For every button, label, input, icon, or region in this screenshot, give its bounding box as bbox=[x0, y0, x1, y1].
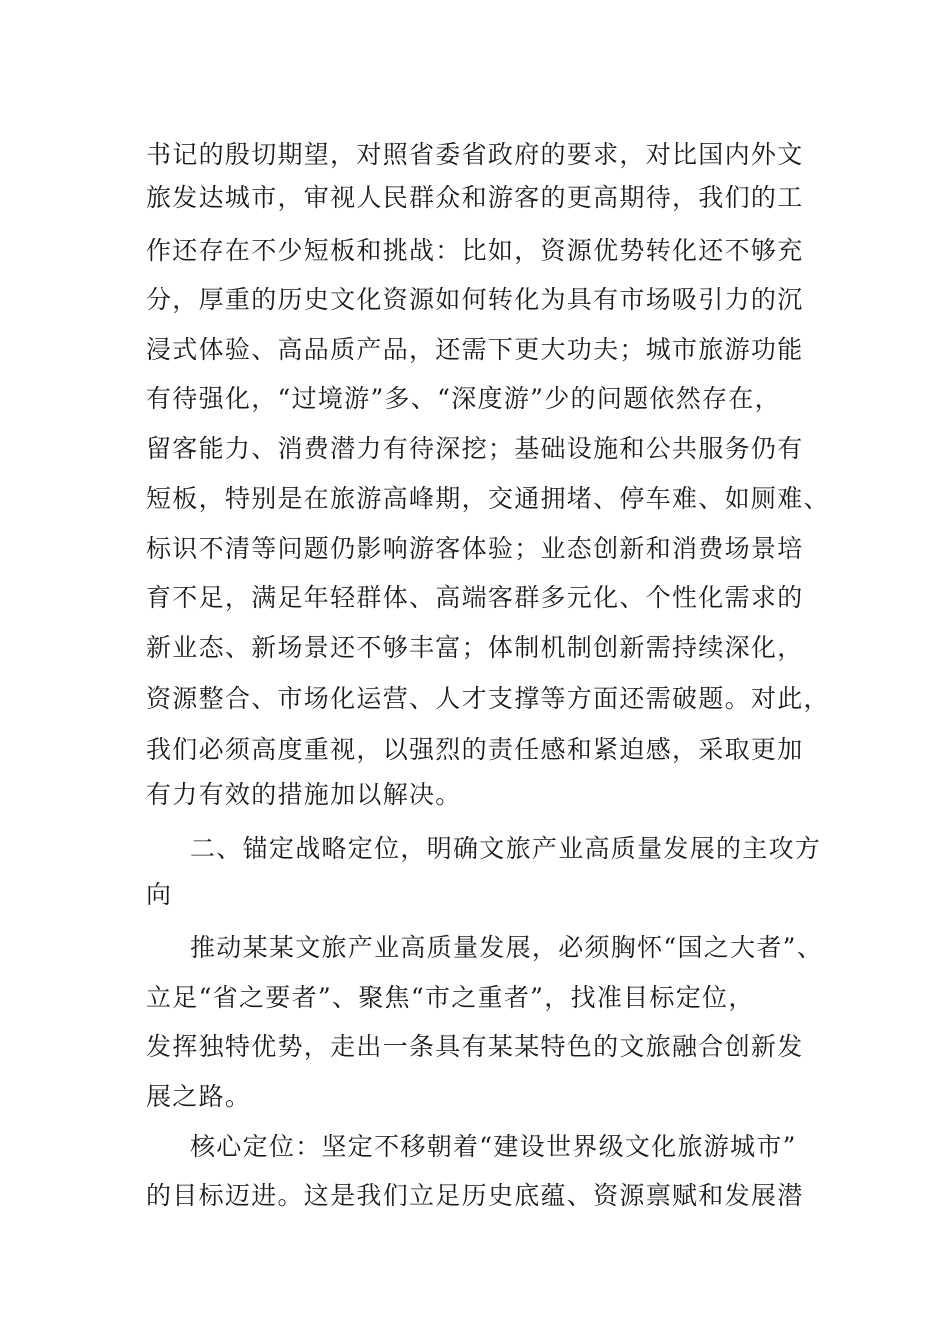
body-text-line: 留客能力、消费潜力有待深挖；基础设施和公共服务仍有 bbox=[146, 434, 804, 463]
body-text-line: 我们必须高度重视，以强烈的责任感和紧迫感，采取更加 bbox=[146, 735, 804, 764]
paragraph-first-line: 核心定位：坚定不移朝着“建设世界级文化旅游城市” bbox=[190, 1132, 797, 1161]
body-text-line: 标识不清等问题仍影响游客体验；业态创新和消费场景培 bbox=[146, 534, 804, 563]
body-text-line: 新业态、新场景还不够丰富；体制机制创新需持续深化， bbox=[146, 633, 804, 662]
body-text-line: 浸式体验、高品质产品，还需下更大功夫；城市旅游功能 bbox=[146, 335, 804, 364]
body-text-line: 作还存在不少短板和挑战：比如，资源优势转化还不够充 bbox=[146, 236, 804, 265]
body-text-line: 书记的殷切期望，对照省委省政府的要求，对比国内外文 bbox=[146, 140, 804, 169]
body-text-line: 的目标迈进。这是我们立足历史底蕴、资源禀赋和发展潜 bbox=[146, 1181, 804, 1210]
body-text-line: 育不足，满足年轻群体、高端客群多元化、个性化需求的 bbox=[146, 583, 804, 612]
section-heading: 二、锚定战略定位，明确文旅产业高质量发展的主攻方 bbox=[190, 834, 822, 863]
body-text-line: 旅发达城市，审视人民群众和游客的更高期待，我们的工 bbox=[146, 183, 804, 212]
body-text-line: 展之路。 bbox=[146, 1082, 252, 1111]
section-heading-continued: 向 bbox=[146, 880, 173, 909]
body-text-line: 短板，特别是在旅游高峰期，交通拥堵、停车难、如厕难、 bbox=[146, 484, 830, 513]
body-text-line: 资源整合、市场化运营、人才支撑等方面还需破题。对此， bbox=[146, 684, 830, 713]
body-text-line: 有待强化，“过境游”多、“深度游”少的问题依然存在， bbox=[146, 384, 781, 413]
body-text-line: 分，厚重的历史文化资源如何转化为具有市场吸引力的沉 bbox=[146, 285, 804, 314]
body-text-line: 有力有效的措施加以解决。 bbox=[146, 780, 462, 809]
paragraph-first-line: 推动某某文旅产业高质量发展，必须胸怀“国之大者”、 bbox=[190, 933, 824, 962]
body-text-line: 发挥独特优势，走出一条具有某某特色的文旅融合创新发 bbox=[146, 1032, 804, 1061]
body-text-line: 立足“省之要者”、聚焦“市之重者”，找准目标定位， bbox=[146, 983, 755, 1012]
